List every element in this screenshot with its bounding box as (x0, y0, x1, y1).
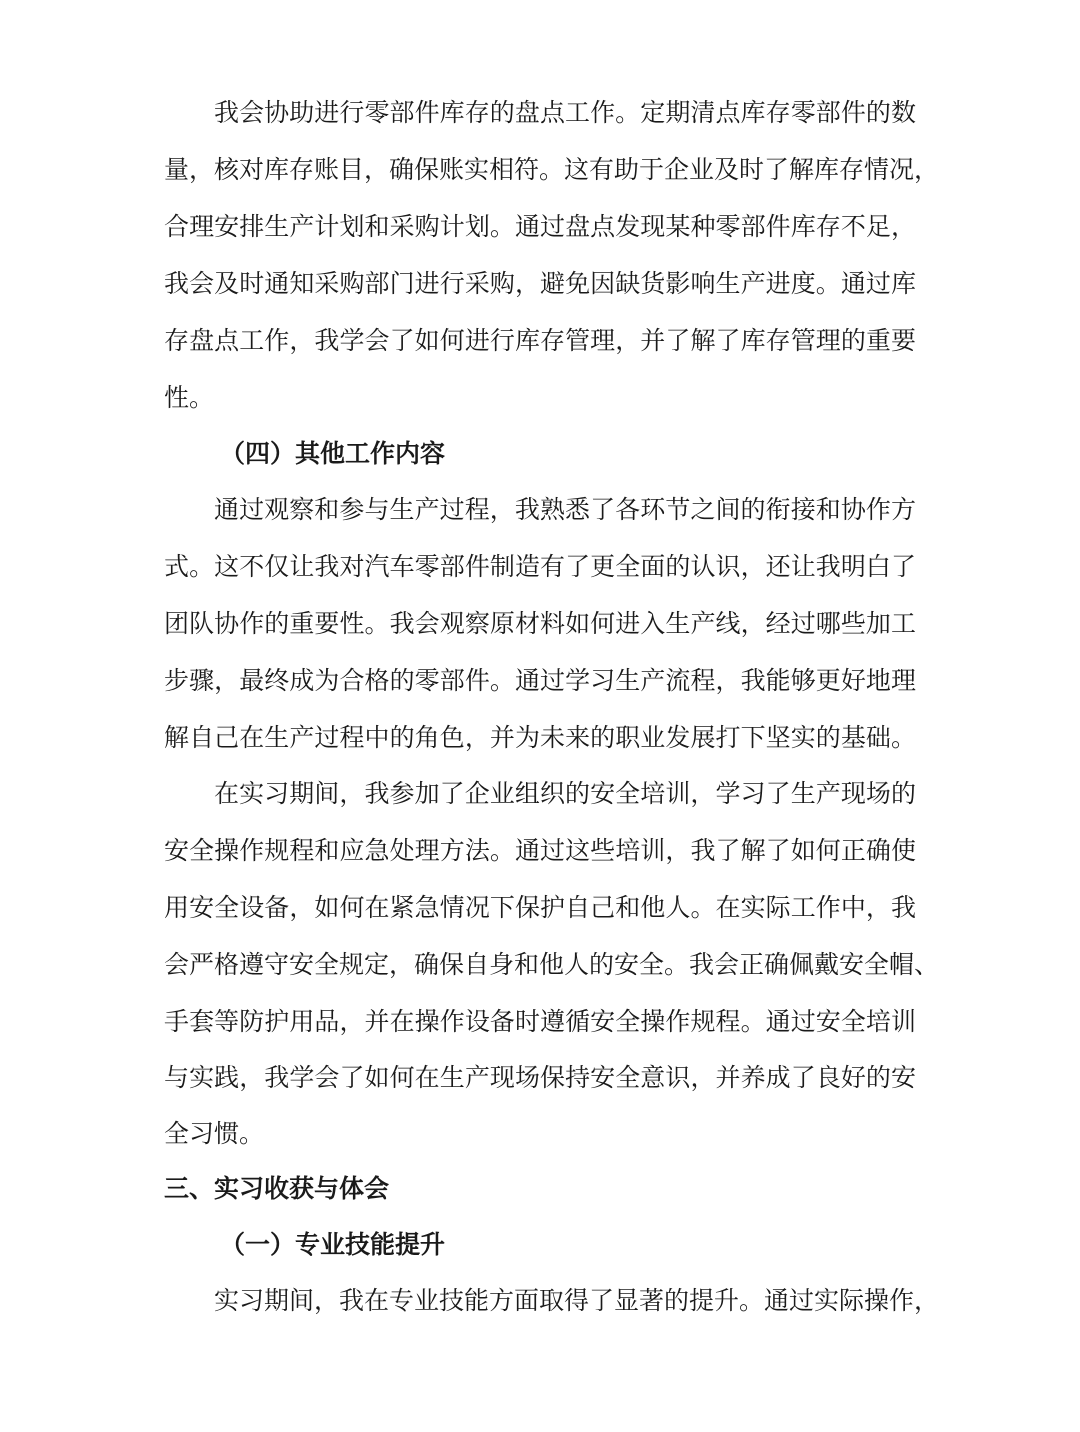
paragraph-line: 步骤，最终成为合格的零部件。通过学习生产流程，我能够更好地理 (164, 666, 916, 695)
section-heading: （四）其他工作内容 (220, 439, 446, 468)
paragraph-line: 全习惯。 (164, 1119, 265, 1148)
paragraph-line: 解自己在生产过程中的角色，并为未来的职业发展打下坚实的基础。 (164, 723, 916, 752)
paragraph-line: 性。 (164, 383, 215, 412)
paragraph-line: 用安全设备，如何在紧急情况下保护自己和他人。在实际工作中，我 (164, 893, 916, 922)
paragraph-line: 会严格遵守安全规定，确保自身和他人的安全。我会正确佩戴安全帽、 (164, 950, 940, 979)
paragraph-line: 与实践，我学会了如何在生产现场保持安全意识，并养成了良好的安 (164, 1063, 916, 1092)
paragraph-line: 安全操作规程和应急处理方法。通过这些培训，我了解了如何正确使 (164, 836, 916, 865)
paragraph-line: 在实习期间，我参加了企业组织的安全培训，学习了生产现场的 (214, 779, 916, 808)
paragraph-line: 存盘点工作，我学会了如何进行库存管理，并了解了库存管理的重要 (164, 326, 916, 355)
paragraph-line: 我会协助进行零部件库存的盘点工作。定期清点库存零部件的数 (214, 98, 916, 127)
paragraph-line: 通过观察和参与生产过程，我熟悉了各环节之间的衔接和协作方 (214, 495, 916, 524)
paragraph-line: 量，核对库存账目，确保账实相符。这有助于企业及时了解库存情况， (164, 155, 940, 184)
part-heading: 三、实习收获与体会 (164, 1174, 390, 1203)
paragraph-line: 实习期间，我在专业技能方面取得了显著的提升。通过实际操作， (214, 1286, 940, 1315)
paragraph-line: 我会及时通知采购部门进行采购，避免因缺货影响生产进度。通过库 (164, 269, 916, 298)
paragraph-line: 手套等防护用品，并在操作设备时遵循安全操作规程。通过安全培训 (164, 1007, 916, 1036)
paragraph-line: 团队协作的重要性。我会观察原材料如何进入生产线，经过哪些加工 (164, 609, 916, 638)
paragraph-line: 式。这不仅让我对汽车零部件制造有了更全面的认识，还让我明白了 (164, 552, 916, 581)
section-heading: （一）专业技能提升 (220, 1230, 446, 1259)
paragraph-line: 合理安排生产计划和采购计划。通过盘点发现某种零部件库存不足， (164, 212, 916, 241)
